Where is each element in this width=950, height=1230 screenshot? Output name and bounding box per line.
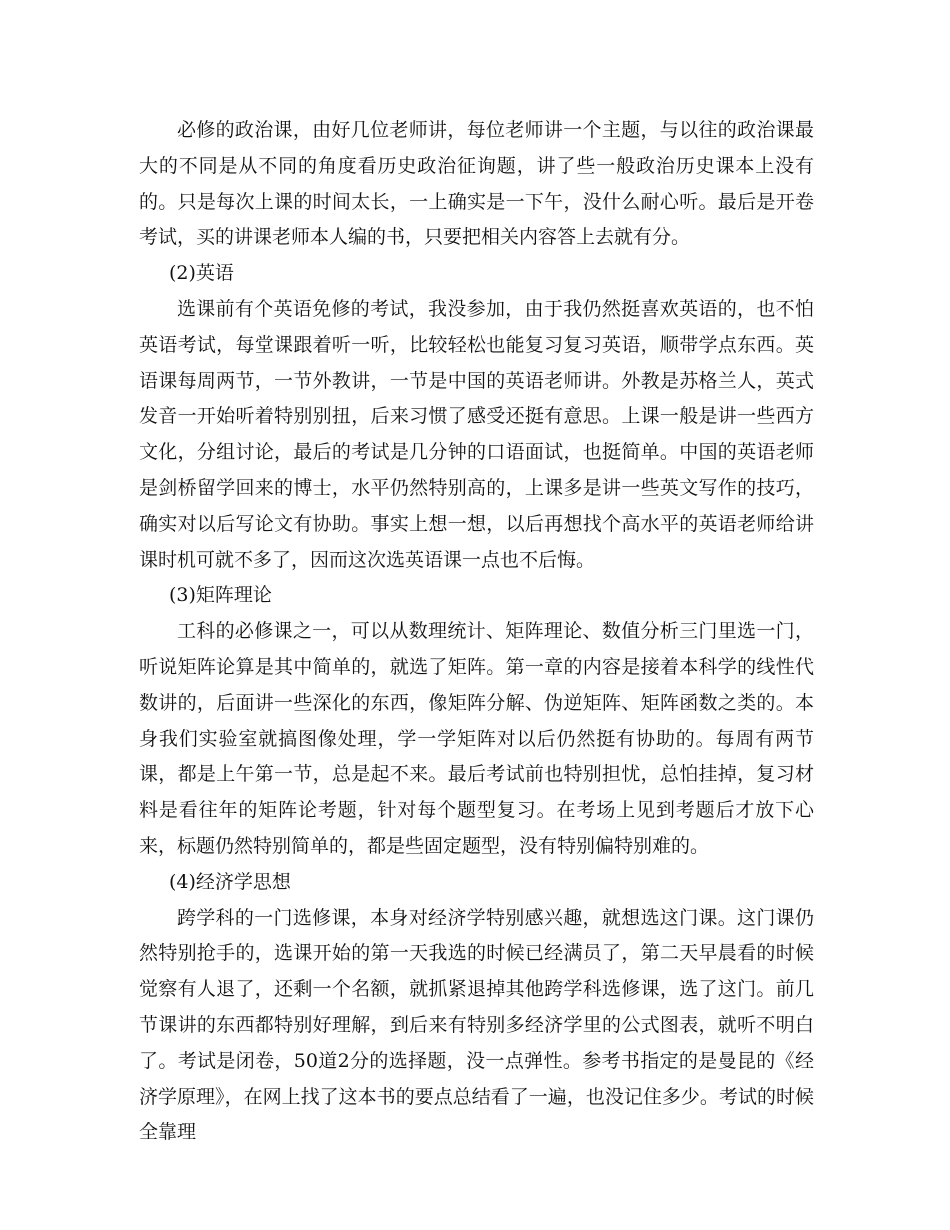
paragraph-politics: 必修的政治课，由好几位老师讲，每位老师讲一个主题，与以往的政治课最大的不同是从不同的角度看历史政治征询题，讲了些一般政治历史课本上没有的。只是每次上课的时间太长，一上确实是一下午，没什么耐心听。最后是开卷考试，买的讲课老师本人编的书，只要把相关内容答上去就有分。 — [139, 119, 814, 249]
section-heading-economics: (4)经济学思想 — [169, 870, 291, 893]
paragraph-matrix-theory: 工科的必修课之一，可以从数理统计、矩阵理论、数值分析三门里选一门，听说矩阵论算是其中简单的，就选了矩阵。第一章的内容是接着本科学的线性代数讲的，后面讲一些深化的东西，像矩阵分解、伪逆矩阵、矩阵函数之类的。本身我们实验室就搞图像处理，学一学矩阵对以后仍然挺有协助的。每周有两节课，都是上午第一节，总是起不来。最后考试前也特别担忧，总怕挂掉，复习材料是看往年的矩阵论考题，针对每个题型复习。在考场上见到考题后才放下心来，标题仍然特别简单的，都是些固定题型，没有特别偏特别难的。 — [139, 620, 814, 857]
document-body — [139, 113, 814, 1151]
section-heading-english: (2)英语 — [169, 262, 234, 285]
paragraph-economics: 跨学科的一门选修课，本身对经济学特别感兴趣，就想选这门课。这门课仍然特别抢手的，选课开始的第一天我选的时候已经满员了，第二天早晨看的时候觉察有人退了，还剩一个名额，就抓紧退掉其他跨学科选修课，选了这门。前几节课讲的东西都特别好理解，到后来有特别多经济学里的公式图表，就听不明白了。考试是闭卷，50道2分的选择题，没一点弹性。参考书指定的是曼昆的《经济学原理》，在网上找了这本书的要点总结看了一遍，也没记住多少。考试的时候全靠理 — [139, 906, 814, 1144]
section-heading-matrix-theory: (3)矩阵理论 — [169, 584, 272, 607]
paragraph-english: 选课前有个英语免修的考试，我没参加，由于我仍然挺喜欢英语的，也不怕英语考试，每堂课跟着听一听，比较轻松也能复习复习英语，顺带学点东西。英语课每周两节，一节外教讲，一节是中国的英语老师讲。外教是苏格兰人，英式发音一开始听着特别别扭，后来习惯了感受还挺有意思。上课一般是讲一些西方文化，分组讨论，最后的考试是几分钟的口语面试，也挺简单。中国的英语老师是剑桥留学回来的博士，水平仍然特别高的，上课多是讲一些英文写作的技巧，确实对以后写论文有协助。事实上想一想，以后再想找个高水平的英语老师给讲课时机可就不多了，因而这次选英语课一点也不后悔。 — [139, 297, 814, 571]
